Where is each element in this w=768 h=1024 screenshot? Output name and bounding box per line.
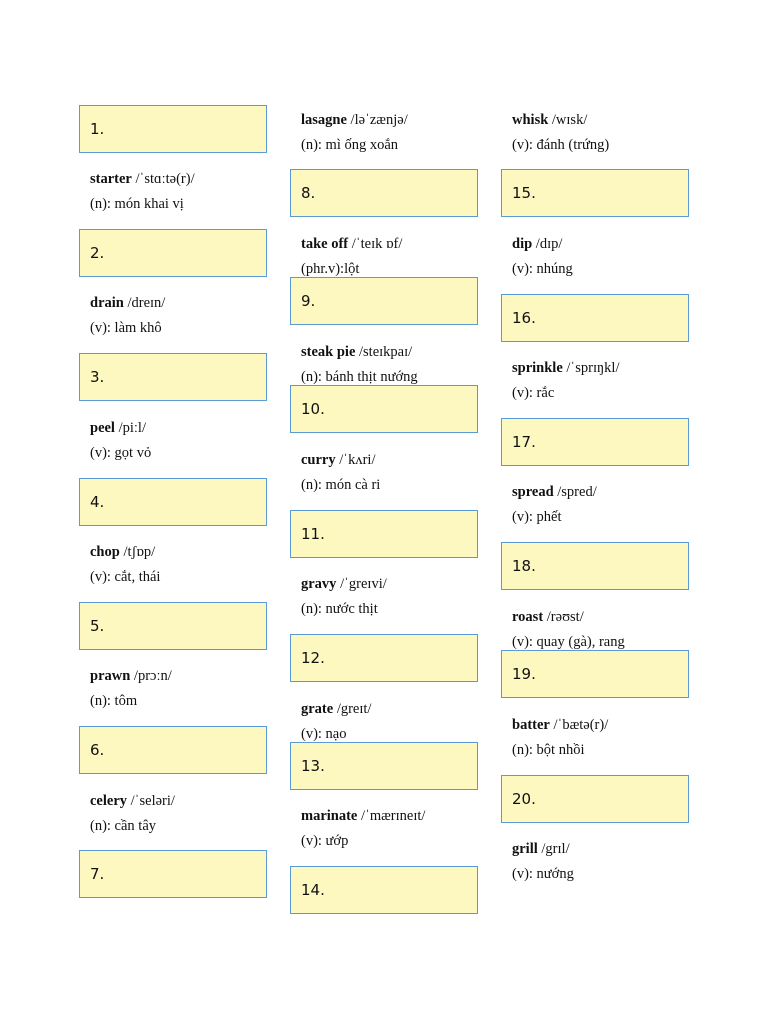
meaning: (v): đánh (trứng) bbox=[512, 136, 610, 153]
box-number: 14. bbox=[301, 881, 325, 899]
box-number: 10. bbox=[301, 400, 325, 418]
answer-box-19[interactable] bbox=[501, 650, 689, 698]
box-number: 5. bbox=[90, 617, 105, 635]
term: peel bbox=[90, 420, 115, 436]
vocab-entry-curry bbox=[301, 448, 380, 497]
term: chop bbox=[90, 544, 120, 560]
box-number: 15. bbox=[512, 184, 536, 202]
ipa: /ˈmærɪneɪt/ bbox=[357, 808, 426, 824]
vocab-entry-grill bbox=[512, 837, 574, 886]
box-number: 20. bbox=[512, 790, 536, 808]
term: gravy bbox=[301, 576, 337, 592]
ipa: /ˈbætə(r)/ bbox=[549, 717, 609, 733]
box-number: 12. bbox=[301, 649, 325, 667]
meaning: (v): nhúng bbox=[512, 260, 573, 277]
ipa: /steɪkpaɪ/ bbox=[355, 344, 413, 360]
box-number: 4. bbox=[90, 493, 105, 511]
term: roast bbox=[512, 609, 544, 625]
ipa: /wɪsk/ bbox=[548, 112, 588, 128]
term: take off bbox=[301, 236, 349, 252]
answer-box-3[interactable] bbox=[79, 353, 267, 401]
box-number: 13. bbox=[301, 757, 325, 775]
answer-box-6[interactable] bbox=[79, 726, 267, 774]
meaning: (n): mì ống xoắn bbox=[301, 136, 399, 153]
answer-box-16[interactable] bbox=[501, 294, 689, 342]
box-number: 19. bbox=[512, 665, 536, 683]
meaning: (n): bột nhồi bbox=[512, 741, 585, 758]
box-number: 16. bbox=[512, 309, 536, 327]
ipa: /ləˈzænjə/ bbox=[346, 112, 408, 128]
vocab-entry-prawn bbox=[90, 664, 172, 713]
ipa: /piːl/ bbox=[114, 420, 146, 436]
meaning: (v): rắc bbox=[512, 384, 555, 401]
box-number: 1. bbox=[90, 120, 105, 138]
meaning: (v): nạo bbox=[301, 725, 347, 742]
ipa: /dɪp/ bbox=[532, 236, 563, 252]
meaning: (v): quay (gà), rang bbox=[512, 633, 625, 650]
answer-box-11[interactable] bbox=[290, 510, 478, 558]
answer-box-2[interactable] bbox=[79, 229, 267, 277]
vocab-entry-drain bbox=[90, 291, 165, 340]
vocab-entry-sprinkle bbox=[512, 356, 619, 405]
term: grate bbox=[301, 701, 334, 717]
ipa: /prɔːn/ bbox=[130, 668, 172, 684]
term: grill bbox=[512, 841, 538, 857]
term: spread bbox=[512, 484, 554, 500]
ipa: /dreɪn/ bbox=[123, 295, 166, 311]
answer-box-1[interactable] bbox=[79, 105, 267, 153]
answer-box-7[interactable] bbox=[79, 850, 267, 898]
term: drain bbox=[90, 295, 124, 311]
vocab-entry-gravy bbox=[301, 572, 387, 621]
answer-box-8[interactable] bbox=[290, 169, 478, 217]
meaning: (v): cắt, thái bbox=[90, 568, 161, 585]
answer-box-4[interactable] bbox=[79, 478, 267, 526]
vocab-entry-roast bbox=[512, 605, 625, 654]
meaning: (n): nước thịt bbox=[301, 600, 378, 617]
vocab-entry-whisk bbox=[512, 108, 609, 157]
meaning: (n): bánh thịt nướng bbox=[301, 368, 418, 385]
vocab-entry-peel bbox=[90, 416, 151, 465]
ipa: /ˈkʌri/ bbox=[335, 452, 376, 468]
answer-box-15[interactable] bbox=[501, 169, 689, 217]
vocab-entry-steak-pie bbox=[301, 340, 418, 389]
vocab-entry-marinate bbox=[301, 804, 425, 853]
term: curry bbox=[301, 452, 336, 468]
ipa: /spred/ bbox=[553, 484, 597, 500]
box-number: 18. bbox=[512, 557, 536, 575]
term: sprinkle bbox=[512, 360, 563, 376]
meaning: (v): phết bbox=[512, 508, 562, 525]
box-number: 9. bbox=[301, 292, 316, 310]
meaning: (v): gọt vỏ bbox=[90, 444, 152, 461]
box-number: 6. bbox=[90, 741, 105, 759]
ipa: /ˈsprɪŋkl/ bbox=[562, 360, 620, 376]
vocab-entry-take-off bbox=[301, 232, 402, 281]
term: prawn bbox=[90, 668, 131, 684]
meaning: (v): nướng bbox=[512, 865, 574, 882]
term: batter bbox=[512, 717, 550, 733]
vocab-entry-grate bbox=[301, 697, 371, 746]
vocab-entry-lasagne bbox=[301, 108, 408, 157]
answer-box-18[interactable] bbox=[501, 542, 689, 590]
ipa: /tʃɒp/ bbox=[119, 544, 156, 560]
meaning: (phr.v):lột bbox=[301, 260, 360, 277]
ipa: /ˈgreɪvi/ bbox=[336, 576, 387, 592]
ipa: /grɪl/ bbox=[537, 841, 570, 857]
answer-box-10[interactable] bbox=[290, 385, 478, 433]
ipa: /rəʊst/ bbox=[543, 609, 584, 625]
ipa: /greɪt/ bbox=[333, 701, 372, 717]
box-number: 3. bbox=[90, 368, 105, 386]
vocab-entry-spread bbox=[512, 480, 597, 529]
vocab-entry-batter bbox=[512, 713, 608, 762]
term: marinate bbox=[301, 808, 358, 824]
answer-box-9[interactable] bbox=[290, 277, 478, 325]
term: lasagne bbox=[301, 112, 347, 128]
vocab-entry-celery bbox=[90, 789, 175, 838]
box-number: 8. bbox=[301, 184, 316, 202]
meaning: (n): món cà ri bbox=[301, 476, 381, 493]
meaning: (n): cần tây bbox=[90, 817, 157, 834]
meaning: (v): làm khô bbox=[90, 319, 162, 336]
ipa: /ˈstɑːtə(r)/ bbox=[131, 171, 195, 187]
answer-box-14[interactable] bbox=[290, 866, 478, 914]
meaning: (n): món khai vị bbox=[90, 195, 184, 212]
answer-box-13[interactable] bbox=[290, 742, 478, 790]
answer-box-17[interactable] bbox=[501, 418, 689, 466]
box-number: 7. bbox=[90, 865, 105, 883]
term: dip bbox=[512, 236, 533, 252]
meaning: (v): ướp bbox=[301, 832, 349, 849]
ipa: /ˈteɪk ɒf/ bbox=[348, 236, 403, 252]
box-number: 17. bbox=[512, 433, 536, 451]
term: whisk bbox=[512, 112, 549, 128]
term: steak pie bbox=[301, 344, 356, 360]
vocab-entry-starter bbox=[90, 167, 195, 216]
vocab-entry-dip bbox=[512, 232, 573, 281]
meaning: (n): tôm bbox=[90, 692, 138, 709]
answer-box-5[interactable] bbox=[79, 602, 267, 650]
box-number: 11. bbox=[301, 525, 325, 543]
answer-box-20[interactable] bbox=[501, 775, 689, 823]
vocab-entry-chop bbox=[90, 540, 160, 589]
ipa: /ˈseləri/ bbox=[127, 793, 175, 809]
term: starter bbox=[90, 171, 132, 187]
answer-box-12[interactable] bbox=[290, 634, 478, 682]
term: celery bbox=[90, 793, 128, 809]
box-number: 2. bbox=[90, 244, 105, 262]
